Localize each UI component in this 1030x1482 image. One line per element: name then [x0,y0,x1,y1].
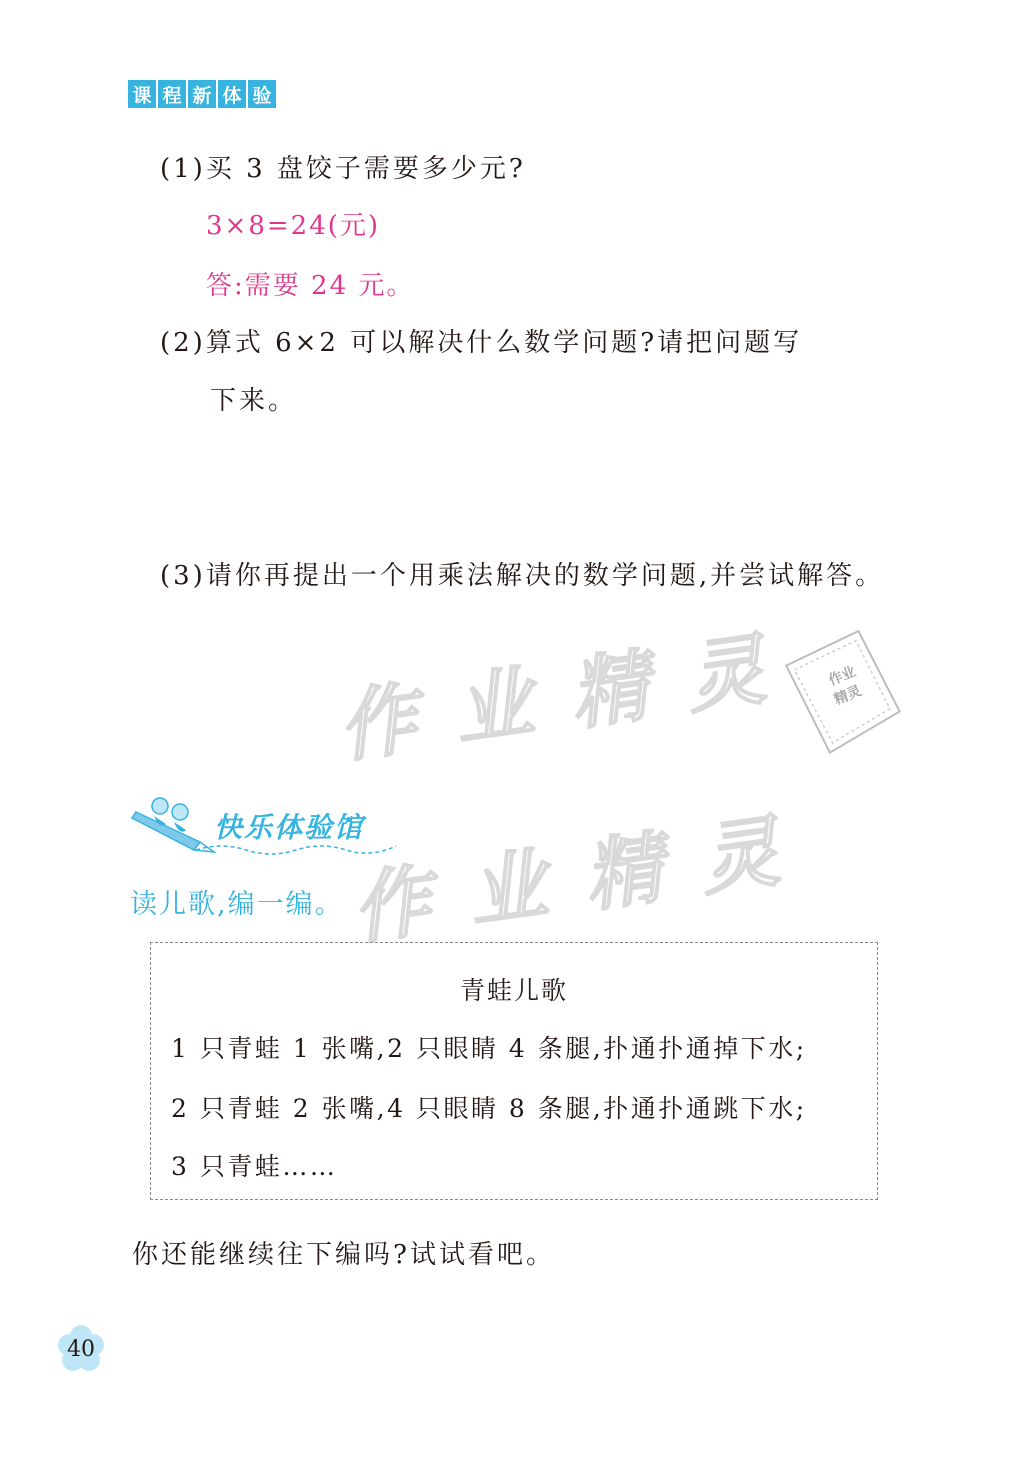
poem-line: 2 只青蛙 2 张嘴,4 只眼睛 8 条腿,扑通扑通跳下水; [171,1094,807,1123]
stamp-logo [772,622,912,772]
header-tag-char: 验 [248,80,276,108]
header-tag-char: 体 [218,80,246,108]
question-1-answer: 答:需要 24 元。 [206,271,415,301]
followup-question: 你还能继续往下编吗?试试看吧。 [132,1240,555,1270]
question-1-calculation: 3×8=24(元) [206,211,381,241]
section-title: 快乐体验馆 [214,811,365,844]
poem-line: 3 只青蛙…… [171,1152,338,1181]
page-number-badge [56,1324,106,1374]
watermark-text: 作 业 精 灵 [346,806,791,956]
watermark-text: 作 业 精 灵 [332,624,777,774]
poem-box [150,942,878,1200]
question-1: (1)买 3 盘饺子需要多少元? [160,154,526,184]
section-header-tags [128,80,276,108]
header-tag-char: 新 [188,80,216,108]
poem-title: 青蛙儿歌 [459,976,568,1005]
svg-text:精灵: 精灵 [831,683,864,709]
instruction-text: 读儿歌,编一编。 [130,889,344,920]
question-2-line-2: 下来。 [210,386,298,416]
question-3: (3)请你再提出一个用乘法解决的数学问题,并尝试解答。 [160,561,885,591]
question-2-line-1: (2)算式 6×2 可以解决什么数学问题?请把问题写 [160,328,803,358]
svg-text:作业: 作业 [826,663,859,690]
page-number: 40 [67,1336,95,1362]
header-tag-char: 程 [158,80,186,108]
poem-line: 1 只青蛙 1 张嘴,2 只眼睛 4 条腿,扑通扑通掉下水; [171,1034,807,1063]
header-tag-char: 课 [128,80,156,108]
